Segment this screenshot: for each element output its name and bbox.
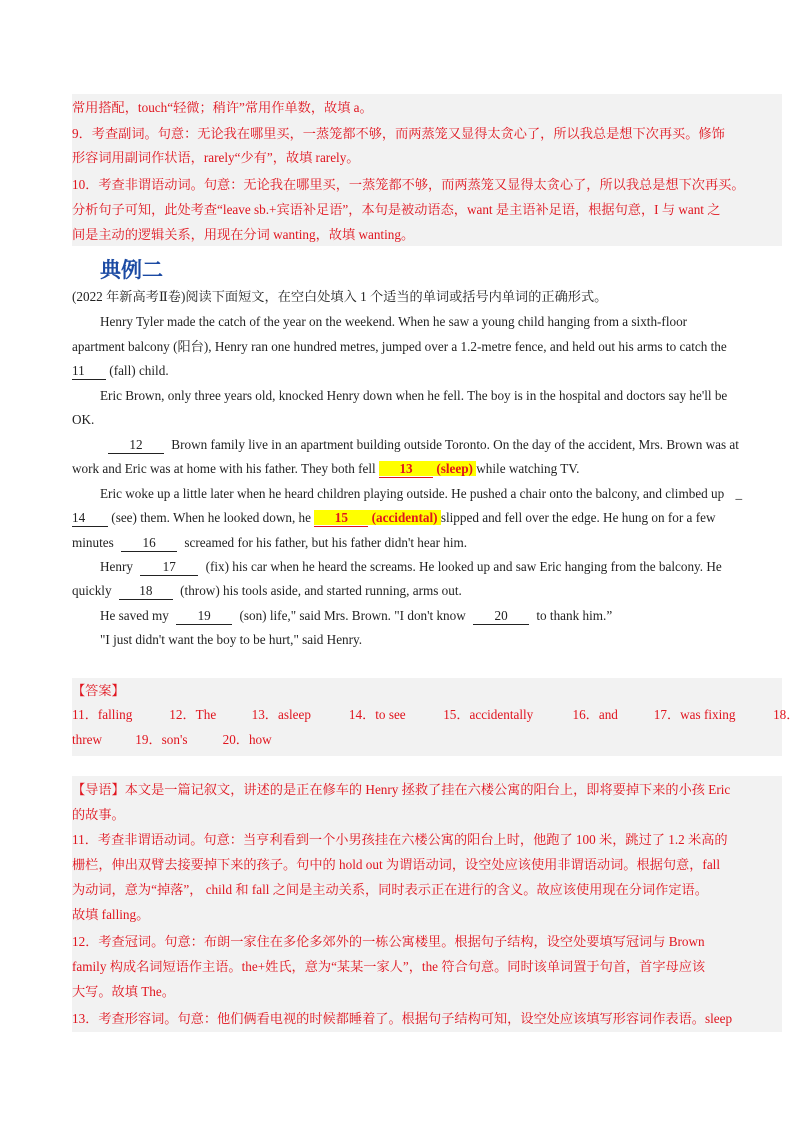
passage-line: Henry 17 (fix) his car when he heard the screams. He looked up and saw Eric hanging from the balcony. He — [100, 559, 722, 574]
guide-q11-line: 故填 falling。 — [72, 907, 150, 922]
blank-14[interactable]: 14 — [72, 510, 108, 527]
passage-line: He saved my 19 (son) life," said Mrs. Brown. "I don't know 20 to thank him.” — [100, 608, 613, 623]
blank-18[interactable]: 18 — [119, 583, 173, 600]
passage-line: apartment balcony (阳台), Henry ran one hundred metres, jumped over a 1.2-metre fence, and held out his arms to catch the — [72, 339, 727, 354]
blank-11[interactable]: 11 — [72, 363, 106, 380]
blank-15[interactable]: 15 — [314, 510, 368, 527]
blank-16[interactable]: 16 — [121, 535, 177, 552]
guide-q12-line: family 构成名词短语作主语。the+姓氏，意为“某某一家人”，the 符合句意。同时该单词置于句首，首字母应该 — [72, 959, 706, 974]
guide-q12-line: 大写。故填 The。 — [72, 984, 175, 999]
answer-row — [72, 731, 782, 749]
guide-q11-line: 栅栏，伸出双臂去接要掉下来的孩子。句中的 hold out 为谓语动词，设空处应该使用非谓语动词。根据句意，fall — [72, 857, 721, 872]
blank-13[interactable]: 13 — [379, 461, 433, 478]
hint-text: (fall) child. — [109, 363, 169, 378]
answer-item: 16．and — [572, 707, 618, 722]
guide-q11-line: 11．考查非谓语动词。句意：当亨利看到一个小男孩挂在六楼公寓的阳台上时，他跑了 100 米，跳过了 1.2 米高的 — [72, 832, 728, 847]
section-title: 典例二 — [100, 258, 163, 282]
source-line: (2022 年新高考Ⅱ卷)阅读下面短文，在空白处填入 1 个适当的单词或括号内单词的正确形式。 — [72, 289, 608, 304]
highlighted-blank-13: 13 (sleep) — [379, 461, 476, 476]
answer-label: 【答案】 — [72, 683, 125, 698]
analysis-line: 常用搭配，touch“轻微；稍许”常用作单数，故填 a。 — [72, 100, 373, 115]
passage-line: 14 (see) them. When he looked down, he 15 (accidental) slipped and fell over the edge. He hung on for a few — [72, 510, 716, 525]
analysis-q10-line: 10．考查非谓语动词。句意：无论我在哪里买，一蒸笼都不够，而两蒸笼又显得太贪心了，所以我总是想下次再买。 — [72, 177, 745, 192]
passage-line: quickly 18 (throw) his tools aside, and started running, arms out. — [72, 583, 462, 598]
guide-q11-line: 为动词，意为“掉落”， child 和 fall 之间是主动关系，同时表示正在进行的含义。故应该使用现在分词作定语。 — [72, 882, 708, 897]
passage-line: Eric Brown, only three years old, knocked Henry down when he fell. The boy is in the hospital and doctors say he'll be — [100, 388, 728, 403]
passage-line: work and Eric was at home with his father. They both fell 13 (sleep) while watching TV. — [72, 461, 580, 476]
analysis-q9-line: 9．考查副词。句意：无论我在哪里买，一蒸笼都不够，而两蒸笼又显得太贪心了，所以我总是想下次再买。修饰 — [72, 126, 725, 141]
guide-q13-line: 13．考查形容词。句意：他们俩看电视的时候都睡着了。根据句子结构可知，设空处应该填写形容词作表语。sleep — [72, 1011, 733, 1026]
passage-line: OK. — [72, 412, 95, 427]
passage-line: "I just didn't want the boy to be hurt," said Henry. — [100, 632, 363, 647]
answer-item: 20．how — [222, 732, 272, 747]
answer-item: 11．falling — [72, 707, 133, 722]
blank-20[interactable]: 20 — [473, 608, 529, 625]
answer-item: 12．The — [169, 707, 217, 722]
answer-item: threw — [72, 732, 103, 747]
answer-item: 13．asleep — [251, 707, 311, 722]
blank-19[interactable]: 19 — [176, 608, 232, 625]
answer-row — [72, 706, 800, 724]
answer-item: 19．son's — [135, 732, 188, 747]
guide-line: 的故事。 — [72, 807, 125, 822]
blank-17[interactable]: 17 — [140, 559, 198, 576]
analysis-q9-line: 形容词用副词作状语，rarely“少有”，故填 rarely。 — [72, 150, 360, 165]
passage-line: Eric woke up a little later when he heard children playing outside. He pushed a chair onto the balcony, and climbed up _ — [100, 486, 743, 501]
passage-line: minutes 16 screamed for his father, but his father didn't hear him. — [72, 535, 468, 550]
analysis-q10-line: 分析句子可知，此处考查“leave sb.+宾语补足语”，本句是被动语态，want 是主语补足语，根据句意，I 与 want 之 — [72, 202, 721, 217]
guide-line: 【导语】本文是一篇记叙文，讲述的是正在修车的 Henry 拯救了挂在六楼公寓的阳台上，即将要掉下来的小孩 Eric — [72, 782, 731, 797]
answer-item: 15．accidentally — [443, 707, 534, 722]
answer-item: 14．to see — [348, 707, 406, 722]
answer-item: 17．was fixing — [653, 707, 736, 722]
passage-line: Henry Tyler made the catch of the year on the weekend. When he saw a young child hanging from a sixth-floor — [100, 314, 688, 329]
answer-item: 18． — [773, 707, 800, 722]
passage-line: 12 Brown family live in an apartment building outside Toronto. On the day of the accident, Mrs. Brown was at — [108, 436, 790, 454]
passage-line — [72, 362, 782, 380]
guide-q12-line: 12．考查冠词。句意：布朗一家住在多伦多郊外的一栋公寓楼里。根据句子结构，设空处要填写冠词与 Brown — [72, 934, 705, 949]
analysis-q10-line: 间是主动的逻辑关系，用现在分词 wanting，故填 wanting。 — [72, 227, 415, 242]
blank-12[interactable]: 12 — [108, 437, 164, 454]
highlighted-blank-15: 15 (accidental) — [314, 510, 441, 525]
